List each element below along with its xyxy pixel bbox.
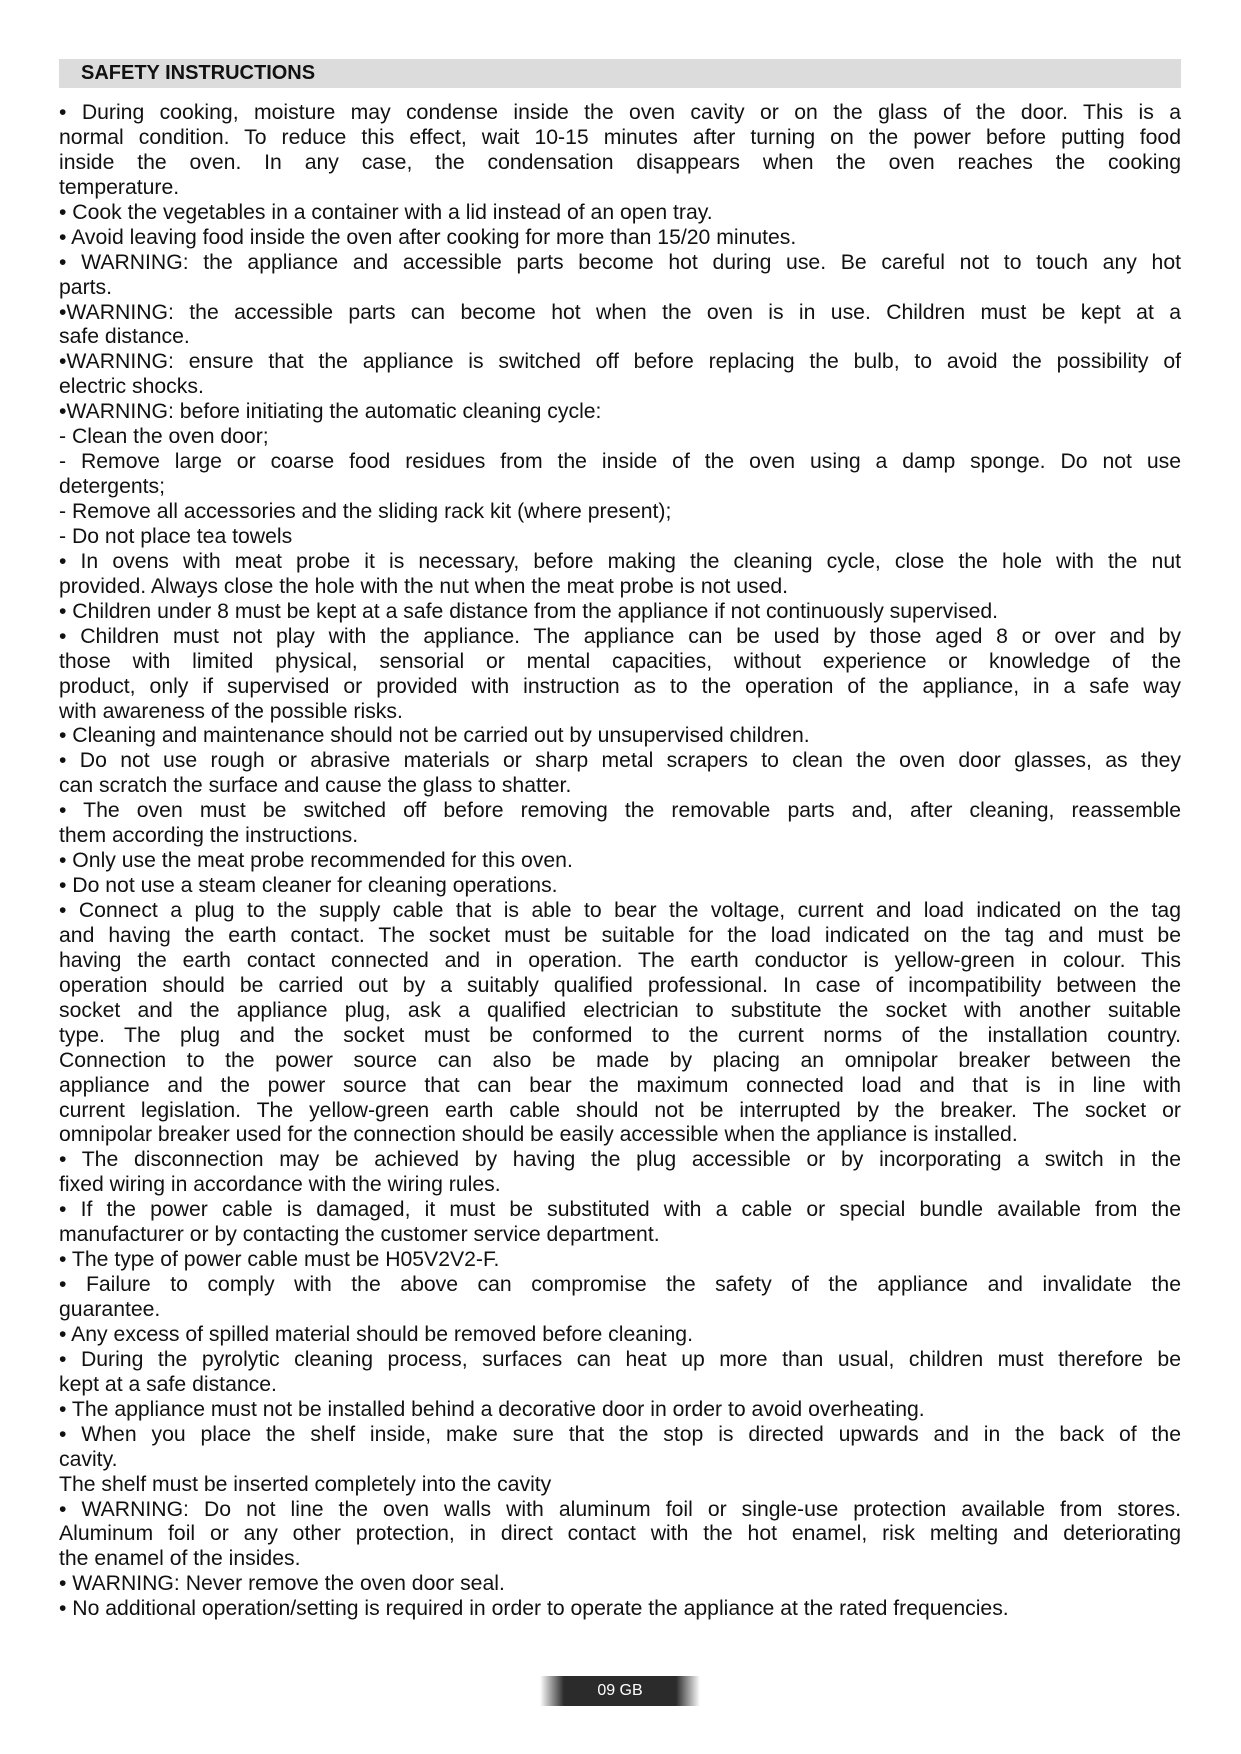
text-line: - Remove large or coarse food residues from the inside of the oven using a damp sponge. Do not use <box>59 450 1181 474</box>
text-line: • Cook the vegetables in a container with a lid instead of an open tray. <box>59 200 713 224</box>
text-line: having the earth contact connected and in operation. The earth conductor is yellow-green in colour. This <box>59 948 1181 972</box>
text-line: manufacturer or by contacting the customer service department. <box>59 1223 660 1247</box>
text-line: • Failure to comply with the above can compromise the safety of the appliance and invalidate the <box>59 1273 1181 1297</box>
text-line: •WARNING: the accessible parts can become hot when the oven is in use. Children must be kept at a <box>59 300 1181 324</box>
text-line: them according the instructions. <box>59 824 359 848</box>
text-line: • WARNING: Do not line the oven walls with aluminum foil or single-use protection available from stores. <box>59 1497 1181 1521</box>
text-line: • Children under 8 must be kept at a safe distance from the appliance if not continuously supervised. <box>59 599 999 623</box>
text-line: • No additional operation/setting is required in order to operate the appliance at the rated frequencies. <box>59 1597 1009 1621</box>
text-line: • The appliance must not be installed behind a decorative door in order to avoid overheating. <box>59 1397 925 1421</box>
text-line: omnipolar breaker used for the connection should be easily accessible when the appliance is installed. <box>59 1123 1018 1147</box>
text-line: • During the pyrolytic cleaning process, surfaces can heat up more than usual, children must therefore be <box>59 1347 1181 1371</box>
page-number: 09 GB <box>597 1682 643 1699</box>
text-line: • WARNING: the appliance and accessible parts become hot during use. Be careful not to touch any hot <box>59 250 1181 274</box>
text-line: detergents; <box>59 475 166 499</box>
text-line: kept at a safe distance. <box>59 1372 277 1396</box>
text-line: the enamel of the insides. <box>59 1547 301 1571</box>
text-line: • The type of power cable must be H05V2V2-F. <box>59 1248 500 1272</box>
section-title: SAFETY INSTRUCTIONS <box>81 62 316 84</box>
text-line: • Do not use a steam cleaner for cleaning operations. <box>59 874 558 898</box>
text-line: • In ovens with meat probe it is necessary, before making the cleaning cycle, close the hole with the nut <box>59 549 1181 573</box>
text-line: • Do not use rough or abrasive materials or sharp metal scrapers to clean the oven door glasses, as they <box>59 749 1181 773</box>
text-line: electric shocks. <box>59 375 204 399</box>
text-line: Aluminum foil or any other protection, in direct contact with the hot enamel, risk melting and deteriorating <box>59 1522 1181 1546</box>
text-line: those with limited physical, sensorial or mental capacities, without experience or knowledge of the <box>59 649 1181 673</box>
text-line: can scratch the surface and cause the glass to shatter. <box>59 774 572 798</box>
text-line: cavity. <box>59 1447 118 1471</box>
text-line: • The oven must be switched off before removing the removable parts and, after cleaning, reassemble <box>59 799 1181 823</box>
text-line: socket and the appliance plug, ask a qualified electrician to substitute the socket with another suitable <box>59 998 1181 1022</box>
text-line: • Cleaning and maintenance should not be carried out by unsupervised children. <box>59 724 810 748</box>
text-line: •WARNING: before initiating the automatic cleaning cycle: <box>59 400 602 424</box>
text-line: current legislation. The yellow-green earth cable should not be interrupted by the breaker. The socket or <box>59 1098 1181 1122</box>
text-line: guarantee. <box>59 1298 161 1321</box>
instructions-body <box>59 101 1181 1622</box>
text-line: product, only if supervised or provided with instruction as to the operation of the appliance, in a safe way <box>59 674 1181 698</box>
text-line: - Do not place tea towels <box>59 524 293 548</box>
text-line: - Remove all accessories and the sliding rack kit (where present); <box>59 500 672 523</box>
text-line: normal condition. To reduce this effect, wait 10-15 minutes after turning on the power before putting food <box>59 125 1181 149</box>
text-line: • When you place the shelf inside, make sure that the stop is directed upwards and in the back of the <box>59 1422 1181 1446</box>
text-line: Connection to the power source can also be made by placing an omnipolar breaker between the <box>59 1048 1181 1072</box>
text-line: safe distance. <box>59 325 190 349</box>
text-line: • Connect a plug to the supply cable that is able to bear the voltage, current and load indicated on the tag <box>59 899 1181 922</box>
text-line: with awareness of the possible risks. <box>59 699 403 723</box>
text-line: temperature. <box>59 175 180 199</box>
text-line: parts. <box>59 275 112 299</box>
text-line: •WARNING: ensure that the appliance is switched off before replacing the bulb, to avoid the possibility of <box>59 350 1181 374</box>
text-line: type. The plug and the socket must be conformed to the current norms of the installation country. <box>59 1023 1181 1047</box>
text-line: • WARNING: Never remove the oven door seal. <box>59 1572 505 1596</box>
text-line: fixed wiring in accordance with the wiring rules. <box>59 1173 501 1197</box>
text-line: provided. Always close the hole with the nut when the meat probe is not used. <box>59 574 789 598</box>
text-line: • Avoid leaving food inside the oven after cooking for more than 15/20 minutes. <box>59 225 797 249</box>
text-line: and having the earth contact. The socket must be suitable for the load indicated on the tag and must be <box>59 923 1181 947</box>
text-line: • During cooking, moisture may condense inside the oven cavity or on the glass of the door. This is a <box>59 101 1181 124</box>
text-line: • The disconnection may be achieved by having the plug accessible or by incorporating a switch in the <box>59 1148 1181 1172</box>
text-line: • If the power cable is damaged, it must be substituted with a cable or special bundle available from the <box>59 1198 1181 1222</box>
text-line: The shelf must be inserted completely into the cavity <box>59 1472 552 1496</box>
text-line: operation should be carried out by a suitably qualified professional. In case of incompatibility between the <box>59 973 1181 997</box>
text-line: • Children must not play with the appliance. The appliance can be used by those aged 8 or over and by <box>59 624 1181 648</box>
text-line: • Only use the meat probe recommended for this oven. <box>59 849 573 873</box>
text-line: appliance and the power source that can bear the maximum connected load and that is in line with <box>59 1073 1181 1097</box>
text-line: • Any excess of spilled material should be removed before cleaning. <box>59 1322 693 1346</box>
text-line: inside the oven. In any case, the condensation disappears when the oven reaches the cooking <box>59 150 1181 174</box>
text-line: - Clean the oven door; <box>59 425 269 449</box>
